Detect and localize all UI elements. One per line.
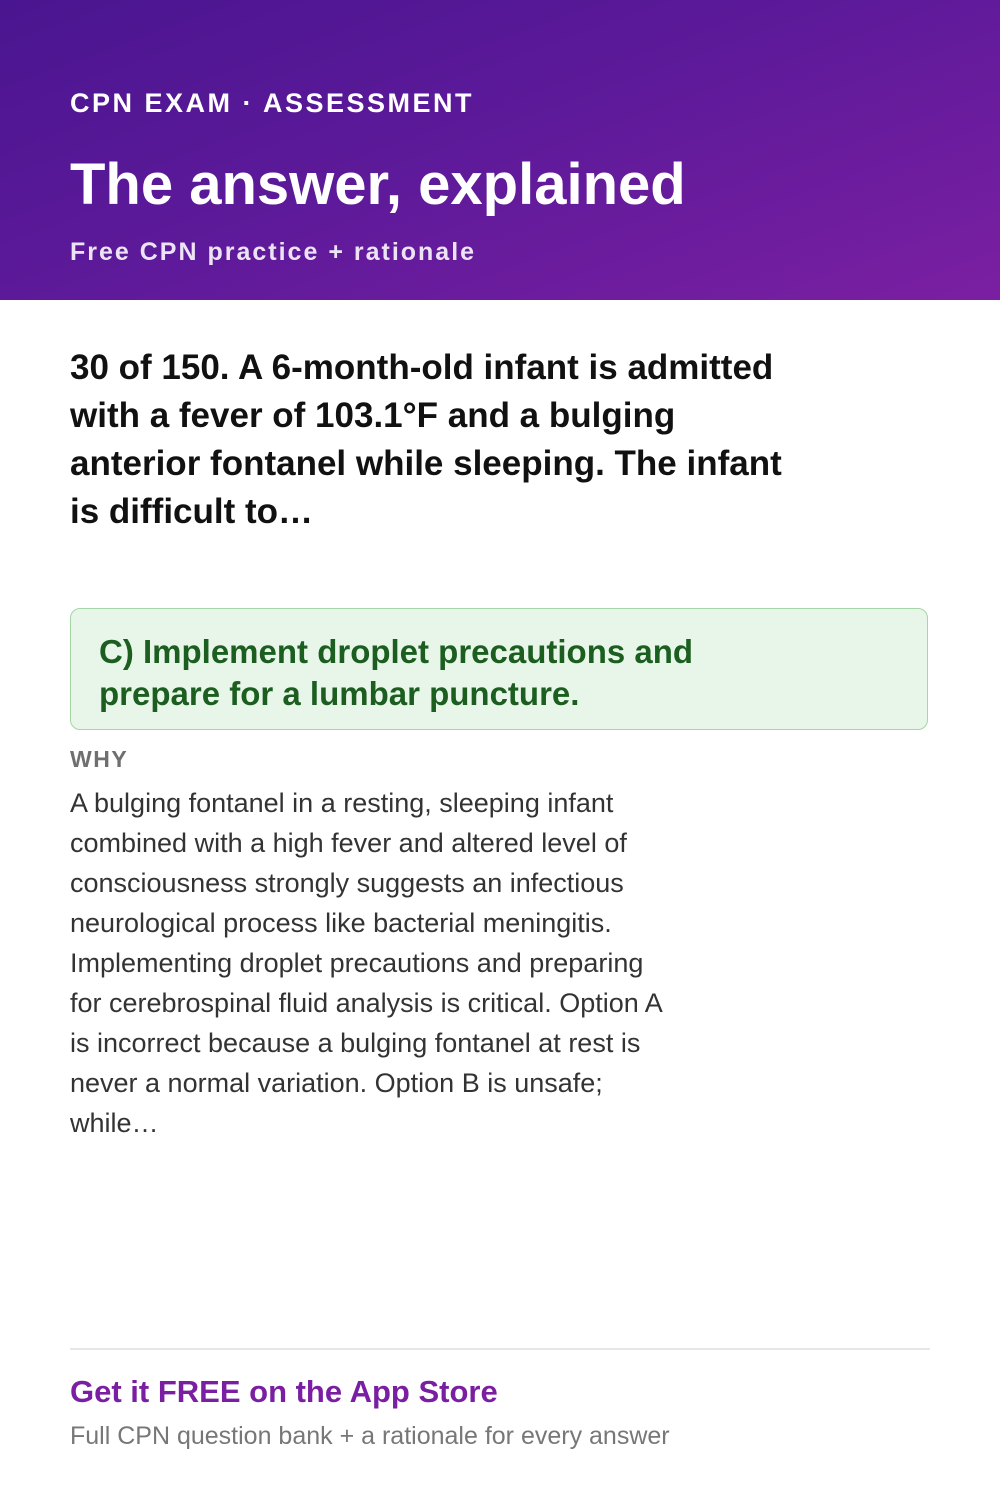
footer-divider (70, 1348, 930, 1350)
rationale-text: A bulging fontanel in a resting, sleeping infant combined with a high fever and altered level of consciousness strongly suggests an infectious neurological process like bacterial meningitis. Implementing droplet precautions and preparing for cerebrospinal fluid analysis is critical. Option A is incorrect because a bulging fontanel at rest is never a normal variation. Option B is unsafe; while… (70, 788, 662, 1138)
exam-category-label: CPN EXAM · ASSESSMENT (70, 88, 475, 118)
page-title: The answer, explained (70, 152, 686, 217)
header-banner (0, 0, 1000, 300)
app-store-link[interactable]: Get it FREE on the App Store (70, 1374, 498, 1409)
app-store-tagline: Full CPN question bank + a rationale for every answer (70, 1422, 670, 1450)
correct-answer-card (70, 608, 928, 730)
question-text: 30 of 150. A 6-month-old infant is admitted with a fever of 103.1°F and a bulging anterior fontanel while sleeping. The infant is difficult to… (70, 348, 782, 531)
correct-answer-text: C) Implement droplet precautions and prepare for a lumbar puncture. (99, 633, 694, 712)
page-subtitle: Free CPN practice + rationale (70, 238, 477, 266)
rationale-label: WHY (70, 746, 129, 772)
